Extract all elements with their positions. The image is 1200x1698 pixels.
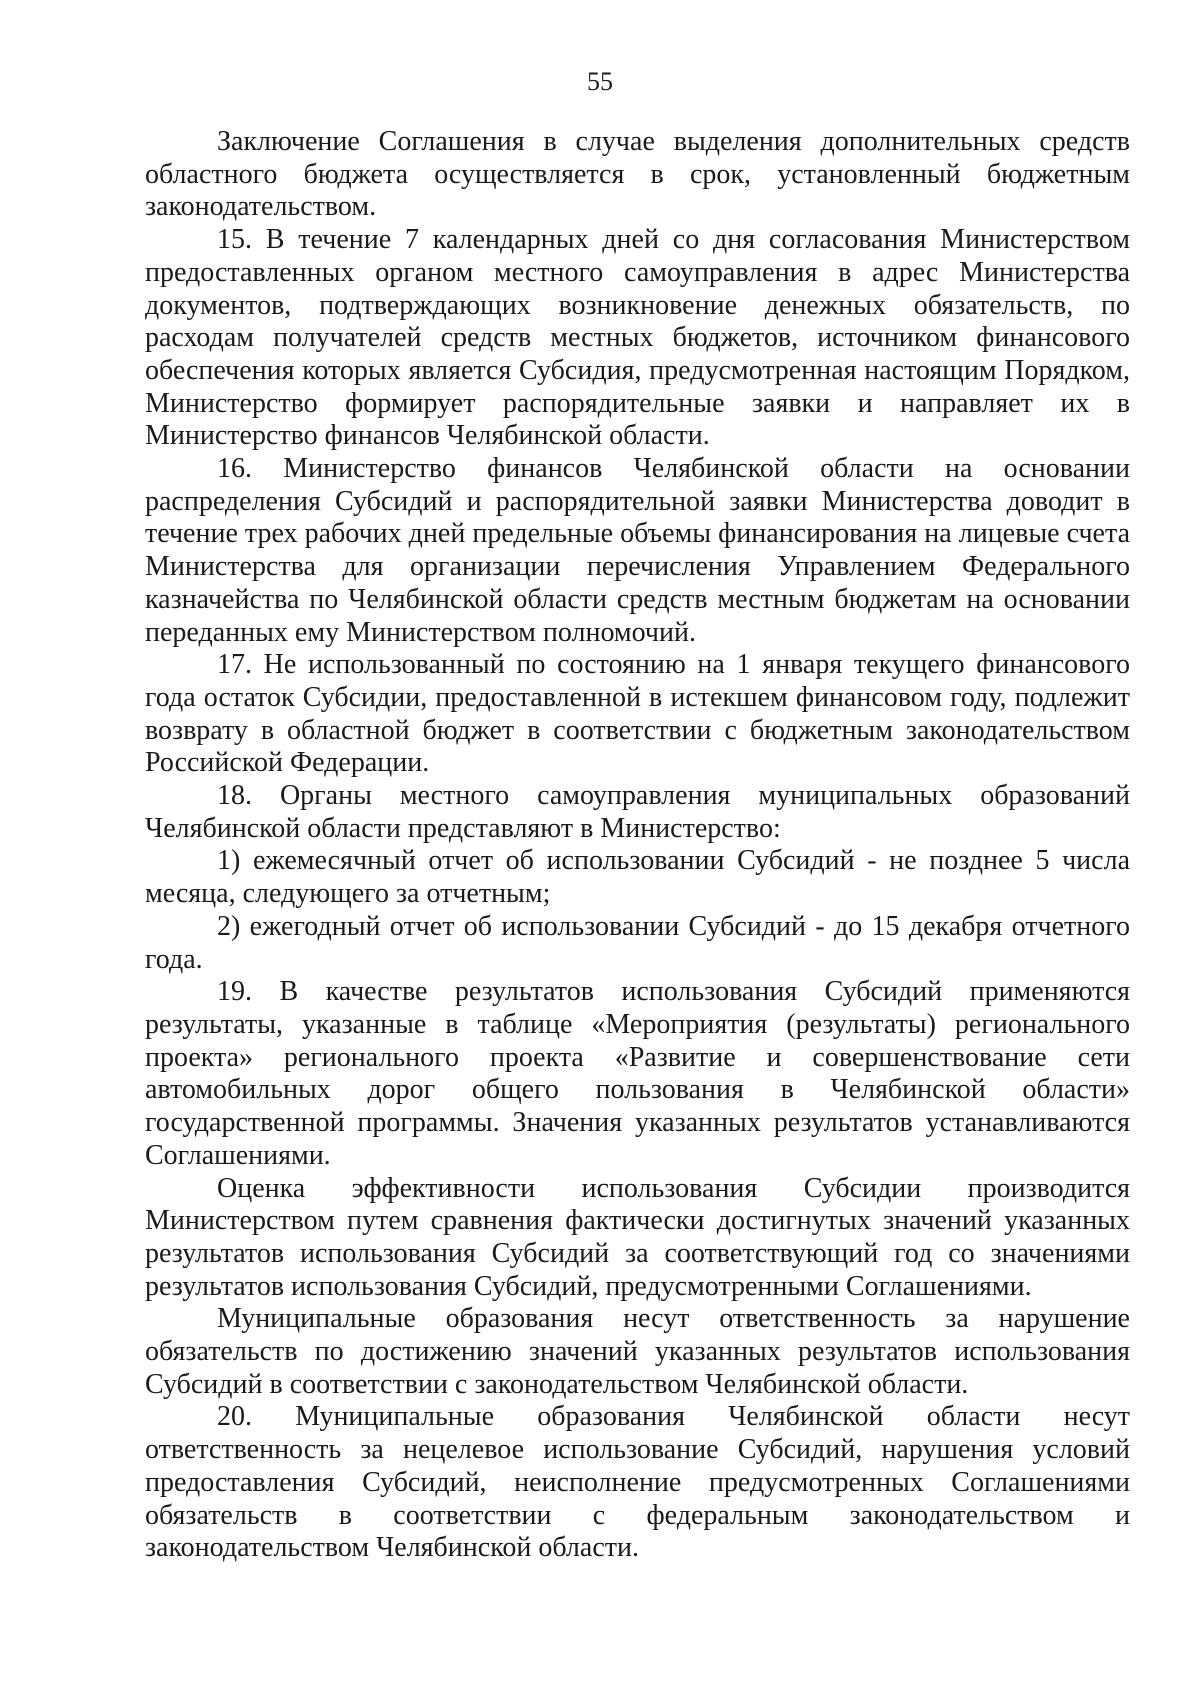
paragraph-efficiency-assessment: Оценка эффективности использования Субсидии производится Министерством путем сравнения фактически достигнутых значений указанных результатов использования Субсидий за соответствующий год со значениями результатов использования Субсидий, предусмотренными Соглашениями.	[145, 1172, 1130, 1302]
document-body	[145, 126, 1130, 1565]
paragraph-municipal-responsibility: Муниципальные образования несут ответственность за нарушение обязательств по достижению значений указанных результатов использования Субсидий в соответствии с законодательством Челябинской области.	[145, 1303, 1130, 1400]
paragraph-item-18-sub-2: 2) ежегодный отчет об использовании Субсидий - до 15 декабря отчетного года.	[145, 910, 1130, 975]
paragraph-agreement-conclusion: Заключение Соглашения в случае выделения дополнительных средств областного бюджета осуществляется в срок, установленный бюджетным законодательством.	[145, 126, 1130, 223]
paragraph-item-16: 16. Министерство финансов Челябинской области на основании распределения Субсидий и распорядительной заявки Министерства доводит в течение трех рабочих дней предельные объемы финансирования на лицевые счета Министерства для организации перечисления Управлением Федерального казначейства по Челябинской области средств местным бюджетам на основании переданных ему Министерством полномочий.	[145, 453, 1130, 648]
paragraph-item-15: 15. В течение 7 календарных дней со дня согласования Министерством предоставленных органом местного самоуправления в адрес Министерства документов, подтверждающих возникновение денежных обязательств, по расходам получателей средств местных бюджетов, источником финансового обеспечения которых является Субсидия, предусмотренная настоящим Порядком, Министерство формирует распорядительные заявки и направляет их в Министерство финансов Челябинской области.	[145, 224, 1130, 452]
paragraph-item-18-sub-1: 1) ежемесячный отчет об использовании Субсидий - не позднее 5 числа месяца, следующего за отчетным;	[145, 845, 1130, 910]
page-number: 55	[587, 67, 613, 96]
paragraph-item-19: 19. В качестве результатов использования Субсидий применяются результаты, указанные в таблице «Мероприятия (результаты) регионального проекта» регионального проекта «Развитие и совершенствование сети автомобильных дорог общего пользования в Челябинской области» государственной программы. Значения указанных результатов устанавливаются Соглашениями.	[145, 976, 1130, 1171]
paragraph-item-20: 20. Муниципальные образования Челябинской области несут ответственность за нецелевое использование Субсидий, нарушения условий предоставления Субсидий, неисполнение предусмотренных Соглашениями обязательств в соответствии с федеральным законодательством и законодательством Челябинской области.	[145, 1401, 1130, 1564]
paragraph-item-18: 18. Органы местного самоуправления муниципальных образований Челябинской области представляют в Министерство:	[145, 780, 1130, 844]
paragraph-item-17: 17. Не использованный по состоянию на 1 января текущего финансового года остаток Субсидии, предоставленной в истекшем финансовом году, подлежит возврату в областной бюджет в соответствии с бюджетным законодательством Российской Федерации.	[145, 649, 1130, 779]
